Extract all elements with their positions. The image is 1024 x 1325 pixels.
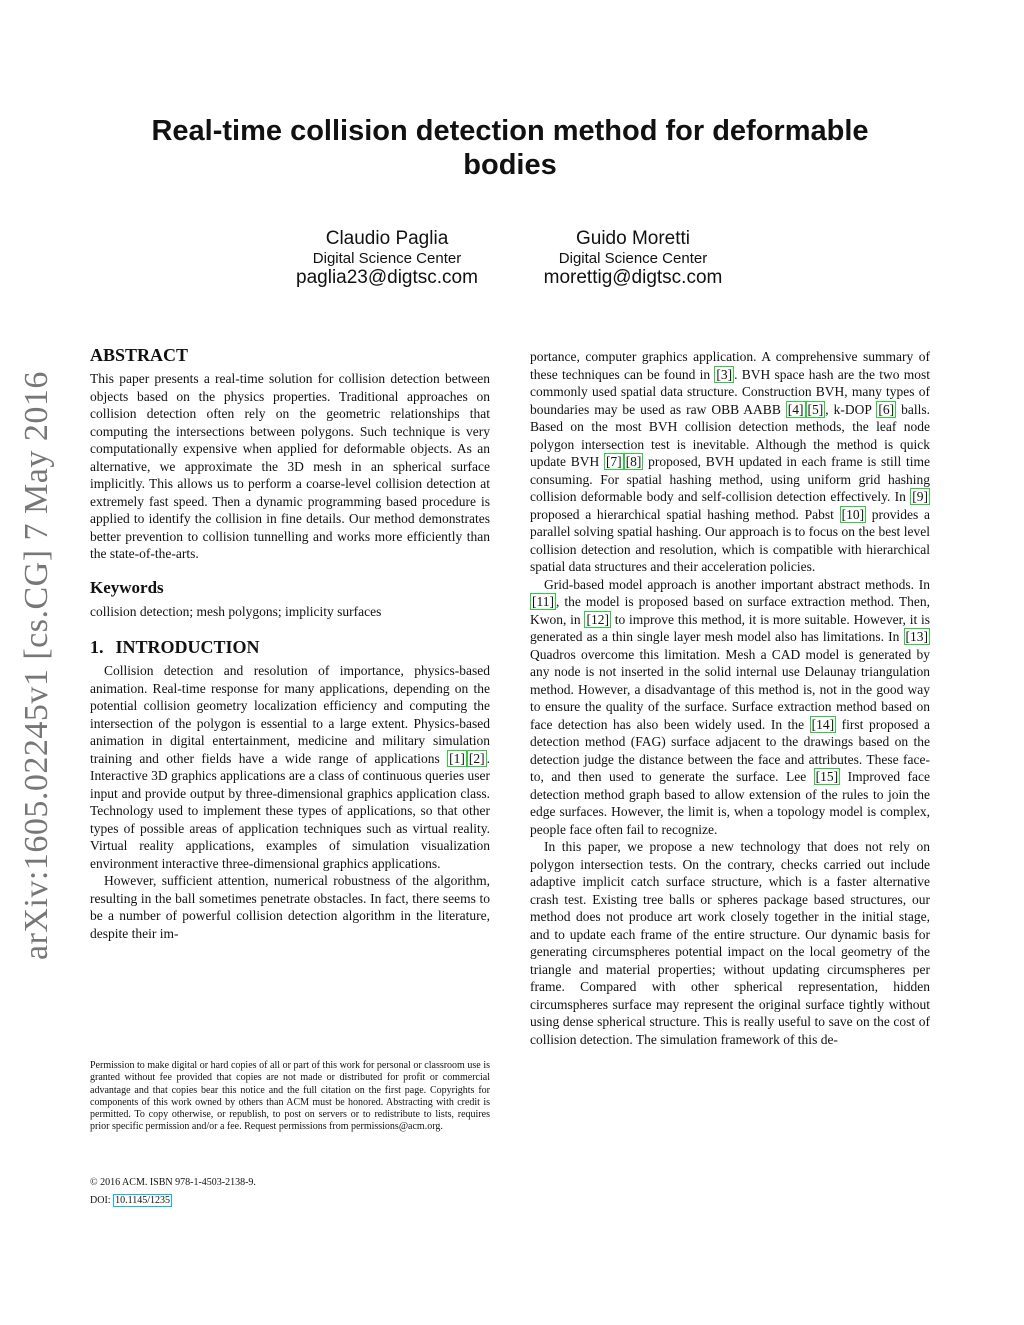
body-text: to improve this method, it is more suitable. However, it is generated as a thin single layer mesh model also has limitations. In — [530, 611, 930, 644]
body-text: first proposed a detection method (FAG) surface adjacent to the drawings based on the detection judge the distance between the face and attributes. These face-to, and then used to generate the surface. Lee — [530, 716, 930, 784]
body-text: proposed, BVH updated in each frame is still time consuming. For spatial hashing method, using uniform grid hashing collision deformable body and self-collision detection effectively. In — [530, 454, 930, 504]
author-email[interactable]: morettig@digtsc.com — [543, 267, 723, 288]
arxiv-identifier-stamp: arXiv:1605.02245v1 [cs.CG] 7 May 2016 — [18, 371, 55, 960]
keywords-text: collision detection; mesh polygons; implicity surfaces — [90, 603, 382, 619]
section-title: INTRODUCTION — [115, 637, 260, 657]
abstract-text: This paper presents a real-time solution for collision detection between objects based on the physics properties. Traditional approaches on collision detection often rely on the geometric relationships that computing the intersections between polygons. Such technique is very computationally expensive when applied for deformable objects. As an alternative, we approximate the 3D mesh in an spherical surface implicitly. This allows us to perform a coarse-level collision detection at extremely fast speed. Then a dynamic programming based procedure is applied to identify the collision in fine details. Our method demonstrates better prevention to collision tunnelling and works more efficiently than the state-of-the-arts. — [90, 371, 490, 561]
author-block-1 — [257, 228, 517, 289]
citation-link[interactable]: [3] — [716, 366, 733, 382]
body-text: provides a parallel solving spatial hashing. Our approach is to focus on the best level collision detection and resolution, which is compatible with hierarchical spatial data structures and their acceleration policies. — [530, 506, 930, 574]
citation-link[interactable]: [6] — [878, 401, 895, 417]
citation-link[interactable]: [13] — [905, 629, 928, 644]
intro-paragraph-2: However, sufficient attention, numerical robustness of the algorithm, resulting in the ball sometimes penetrate obstacles. In fact, there seems to be a number of powerful collision detection algorithm in the literature, despite their im- — [90, 873, 490, 941]
citation-link[interactable]: [12] — [586, 611, 609, 627]
author-name: Claudio Paglia — [325, 228, 449, 249]
permission-notice: Permission to make digital or hard copies of all or part of this work for personal or classroom use is granted without fee provided that copies are not made or distributed for profit or commercial advantage and that copies bear this notice and the full citation on the first page. Copyrights for components of this work owned by others than ACM must be honored. Abstracting with credit is permitted. To copy otherwise, or republish, to post on servers or to redistribute to lists, requires prior specific permission and/or a fee. Request permissions from permissions@acm.org. — [90, 1060, 490, 1133]
intro-text: . Interactive 3D graphics applications are a class of continuous queries user input and provide output by three-dimensional graphics application class. Technology used to implement these types of applications, so that other types of possible areas of application techniques such as virtual reality. Virtual reality applications, examples of simulation visualization environment interactive three-dimensional graphics applications. — [90, 750, 490, 871]
citation-link[interactable]: [1] — [449, 750, 465, 766]
body-text: . BVH space hash are the two most commonly used spatial data structure. Construction BVH, many types of boundaries may be used as raw OBB AABB — [530, 366, 930, 417]
intro-text: Collision detection and resolution of importance, physics-based animation. Real-time response for many applications, depending on the potential collision geometry localization efficiency and computing the intersection of the polygon is essential to a large extent. Physics-based animation in digital entertainment, medicine and military simulation training and other fields have a wide range of applications — [90, 663, 490, 766]
author-name: Guido Moretti — [575, 228, 691, 249]
doi-link[interactable]: 10.1145/1235 — [115, 1195, 170, 1206]
citation-link[interactable]: [8] — [625, 454, 642, 469]
author-affiliation: Digital Science Center — [312, 250, 462, 267]
body-text: , the model is proposed based on surface extraction method. Then, Kwon, in — [530, 594, 930, 627]
paper-title: Real-time collision detection method for deformable bodies — [151, 115, 869, 181]
citation-link[interactable]: [2] — [468, 750, 485, 766]
body-text: portance, computer graphics application. A comprehensive summary of these techniques can be found in — [530, 349, 930, 382]
intro-paragraph-1 — [90, 662, 490, 872]
citation-link[interactable]: [11] — [532, 594, 554, 609]
copyright-line: © 2016 ACM. ISBN 978-1-4503-2138-9. — [90, 1177, 256, 1188]
abstract-heading: ABSTRACT — [90, 345, 189, 365]
citation-link[interactable]: [5] — [807, 401, 824, 417]
doi-line — [90, 1194, 490, 1207]
keywords-heading: Keywords — [90, 577, 164, 597]
section-number: 1. — [90, 637, 104, 657]
body-text: , k-DOP — [825, 401, 877, 417]
right-paragraph-3: In this paper, we propose a new technology that does not rely on polygon intersection tests. On the contrary, checks carried out include adaptive implicit catch surface structure, which is a faster alternative crash test. Existing tree balls or spheres package based structures, our method does not produce art work closely together in the initial stage, and to update each frame of the entire structure. Our dynamic basis for generating circumspheres potential impact on the local geometry of the triangle and material properties; without updating circumspheres per frame. Compared with other spherical representation, hidden circumspheres surface may represent the original surface tightly without using dense spherical structure. This is really useful to save on the cost of collision detection. The simulation framework of this de- — [530, 839, 930, 1047]
citation-link[interactable]: [9] — [912, 489, 928, 504]
doi-label: DOI: — [90, 1195, 114, 1206]
citation-link[interactable]: [15] — [815, 769, 839, 784]
body-text: proposed a hierarchical spatial hashing method. Pabst — [530, 506, 840, 522]
citation-link[interactable]: [7] — [605, 454, 622, 469]
body-text: Improved face detection method graph based to allow extension of the rules to join the edge surfaces. However, the limit is, when a topology model is complex, people face often fail to recognize. — [530, 769, 931, 837]
introduction-heading — [90, 636, 490, 658]
left-column — [90, 344, 490, 942]
right-column — [530, 348, 930, 1048]
citation-link[interactable]: [14] — [811, 716, 835, 732]
author-email[interactable]: paglia23@digtsc.com — [296, 267, 478, 288]
right-paragraph-2 — [530, 576, 930, 839]
citation-link[interactable]: [10] — [841, 506, 865, 522]
body-text: Grid-based model approach is another important abstract methods. In — [544, 576, 930, 592]
body-text: balls. Based on the most BVH collision detection methods, the leaf node polygon intersection test is inevitable. Although the method is quick update BVH — [530, 401, 930, 469]
citation-link[interactable]: [4] — [787, 401, 804, 417]
right-paragraph-1 — [530, 348, 930, 576]
body-text: Quadros overcome this limitation. Mesh a CAD model is generated by any node is not inserted in the solid internal use Delaunay triangulation method. However, a disadvantage of this method is, not in the good way to ensure the quality of the surface. Surface extraction method based on face detection has also been widely used. In the — [530, 646, 930, 732]
author-affiliation: Digital Science Center — [558, 250, 708, 267]
author-block-2 — [503, 228, 763, 289]
